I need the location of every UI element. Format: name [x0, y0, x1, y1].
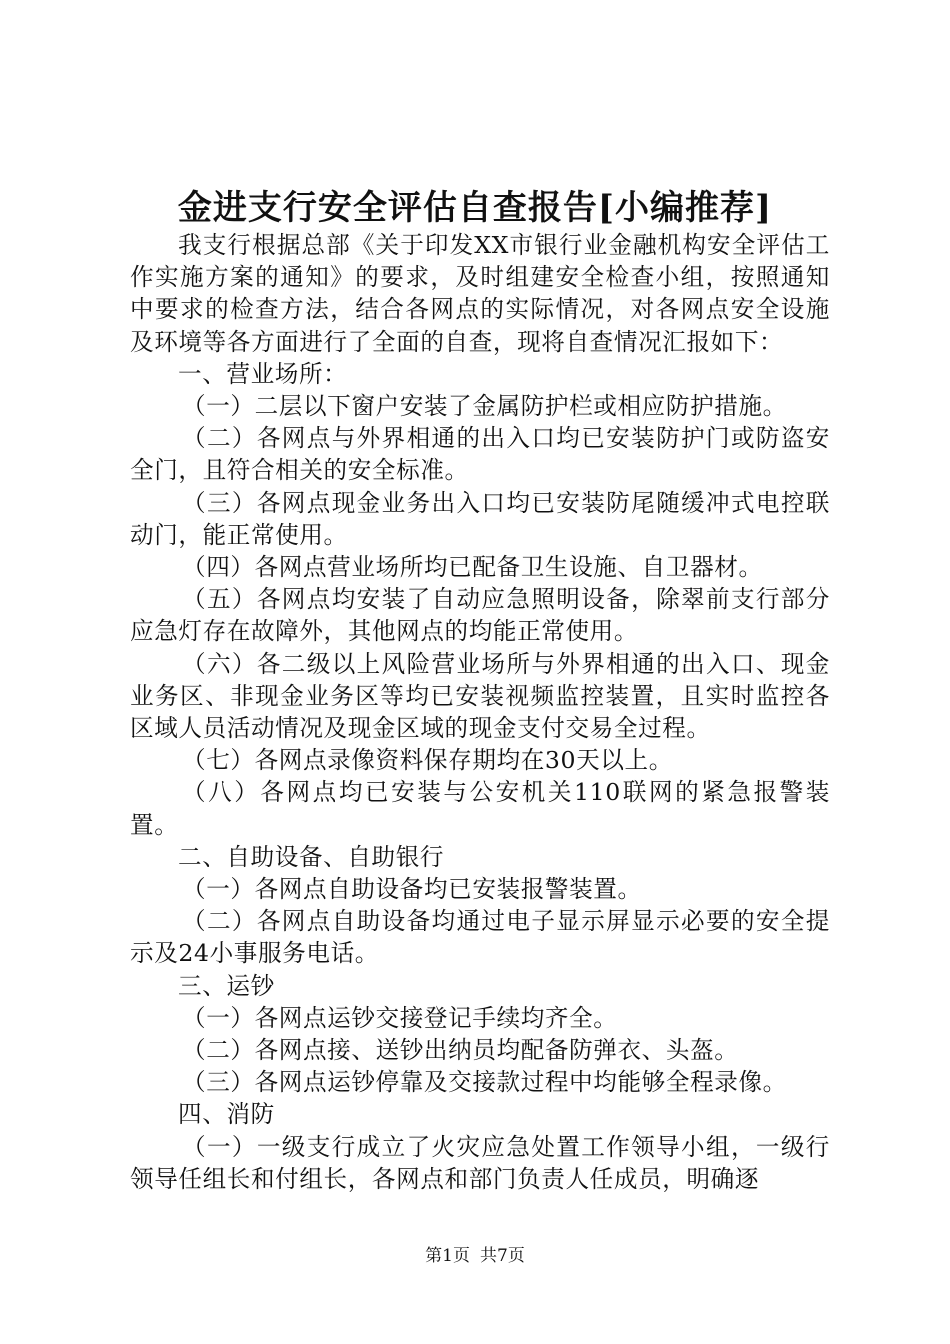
section-item: （二）各网点与外界相通的出入口均已安装防护门或防盗安全门，且符合相关的安全标准。 [130, 424, 830, 485]
intro-paragraph: 我支行根据总部《关于印发XX市银行业金融机构安全评估工作实施方案的通知》的要求，及时组建安全检查小组，按照通知中要求的检查方法，结合各网点的实际情况，对各网点安全设施及环境等各方面进行了全面的自查，现将自查情况汇报如下： [130, 231, 830, 356]
page-number: 第1页 [425, 1246, 470, 1266]
section-item: （三）各网点现金业务出入口均已安装防尾随缓冲式电控联动门，能正常使用。 [130, 488, 830, 549]
page-footer [0, 1245, 950, 1267]
section-item: （六）各二级以上风险营业场所与外界相通的出入口、现金业务区、非现金业务区等均已安装视频监控装置，且实时监控各区域人员活动情况及现金区域的现金支付交易全过程。 [130, 649, 830, 743]
document-title: 金进支行安全评估自查报告[小编推荐] [177, 188, 773, 228]
section-heading: 一、营业场所： [178, 359, 348, 388]
section-item: （四）各网点营业场所均已配备卫生设施、自卫器材。 [182, 553, 763, 582]
section-item: （五）各网点均安装了自动应急照明设备，除翠前支行部分应急灯存在故障外，其他网点的均能正常使用。 [130, 585, 830, 646]
section-item: （一）一级支行成立了火灾应急处置工作领导小组，一级行领导任组长和付组长，各网点和部门负责人任成员，明确逐 [130, 1132, 830, 1193]
section-item: （七）各网点录像资料保存期均在30天以上。 [182, 746, 673, 775]
section-item: （一）各网点运钞交接登记手续均齐全。 [182, 1003, 618, 1032]
section-item: （二）各网点接、送钞出纳员均配备防弹衣、头盔。 [182, 1036, 739, 1065]
page-total: 共7页 [480, 1246, 525, 1266]
section-item: （八）各网点均已安装与公安机关110联网的紧急报警装置。 [130, 778, 830, 839]
section-item: （三）各网点运钞停靠及交接款过程中均能够全程录像。 [182, 1068, 787, 1097]
section-heading: 四、消防 [178, 1100, 275, 1129]
section-item: （一）各网点自助设备均已安装报警装置。 [182, 875, 642, 904]
section-heading: 二、自助设备、自助银行 [178, 842, 445, 871]
section-item: （一）二层以下窗户安装了金属防护栏或相应防护措施。 [182, 392, 787, 421]
section-heading: 三、运钞 [178, 971, 275, 1000]
document-body [130, 229, 830, 1195]
section-item: （二）各网点自助设备均通过电子显示屏显示必要的安全提示及24小事服务电话。 [130, 907, 830, 968]
